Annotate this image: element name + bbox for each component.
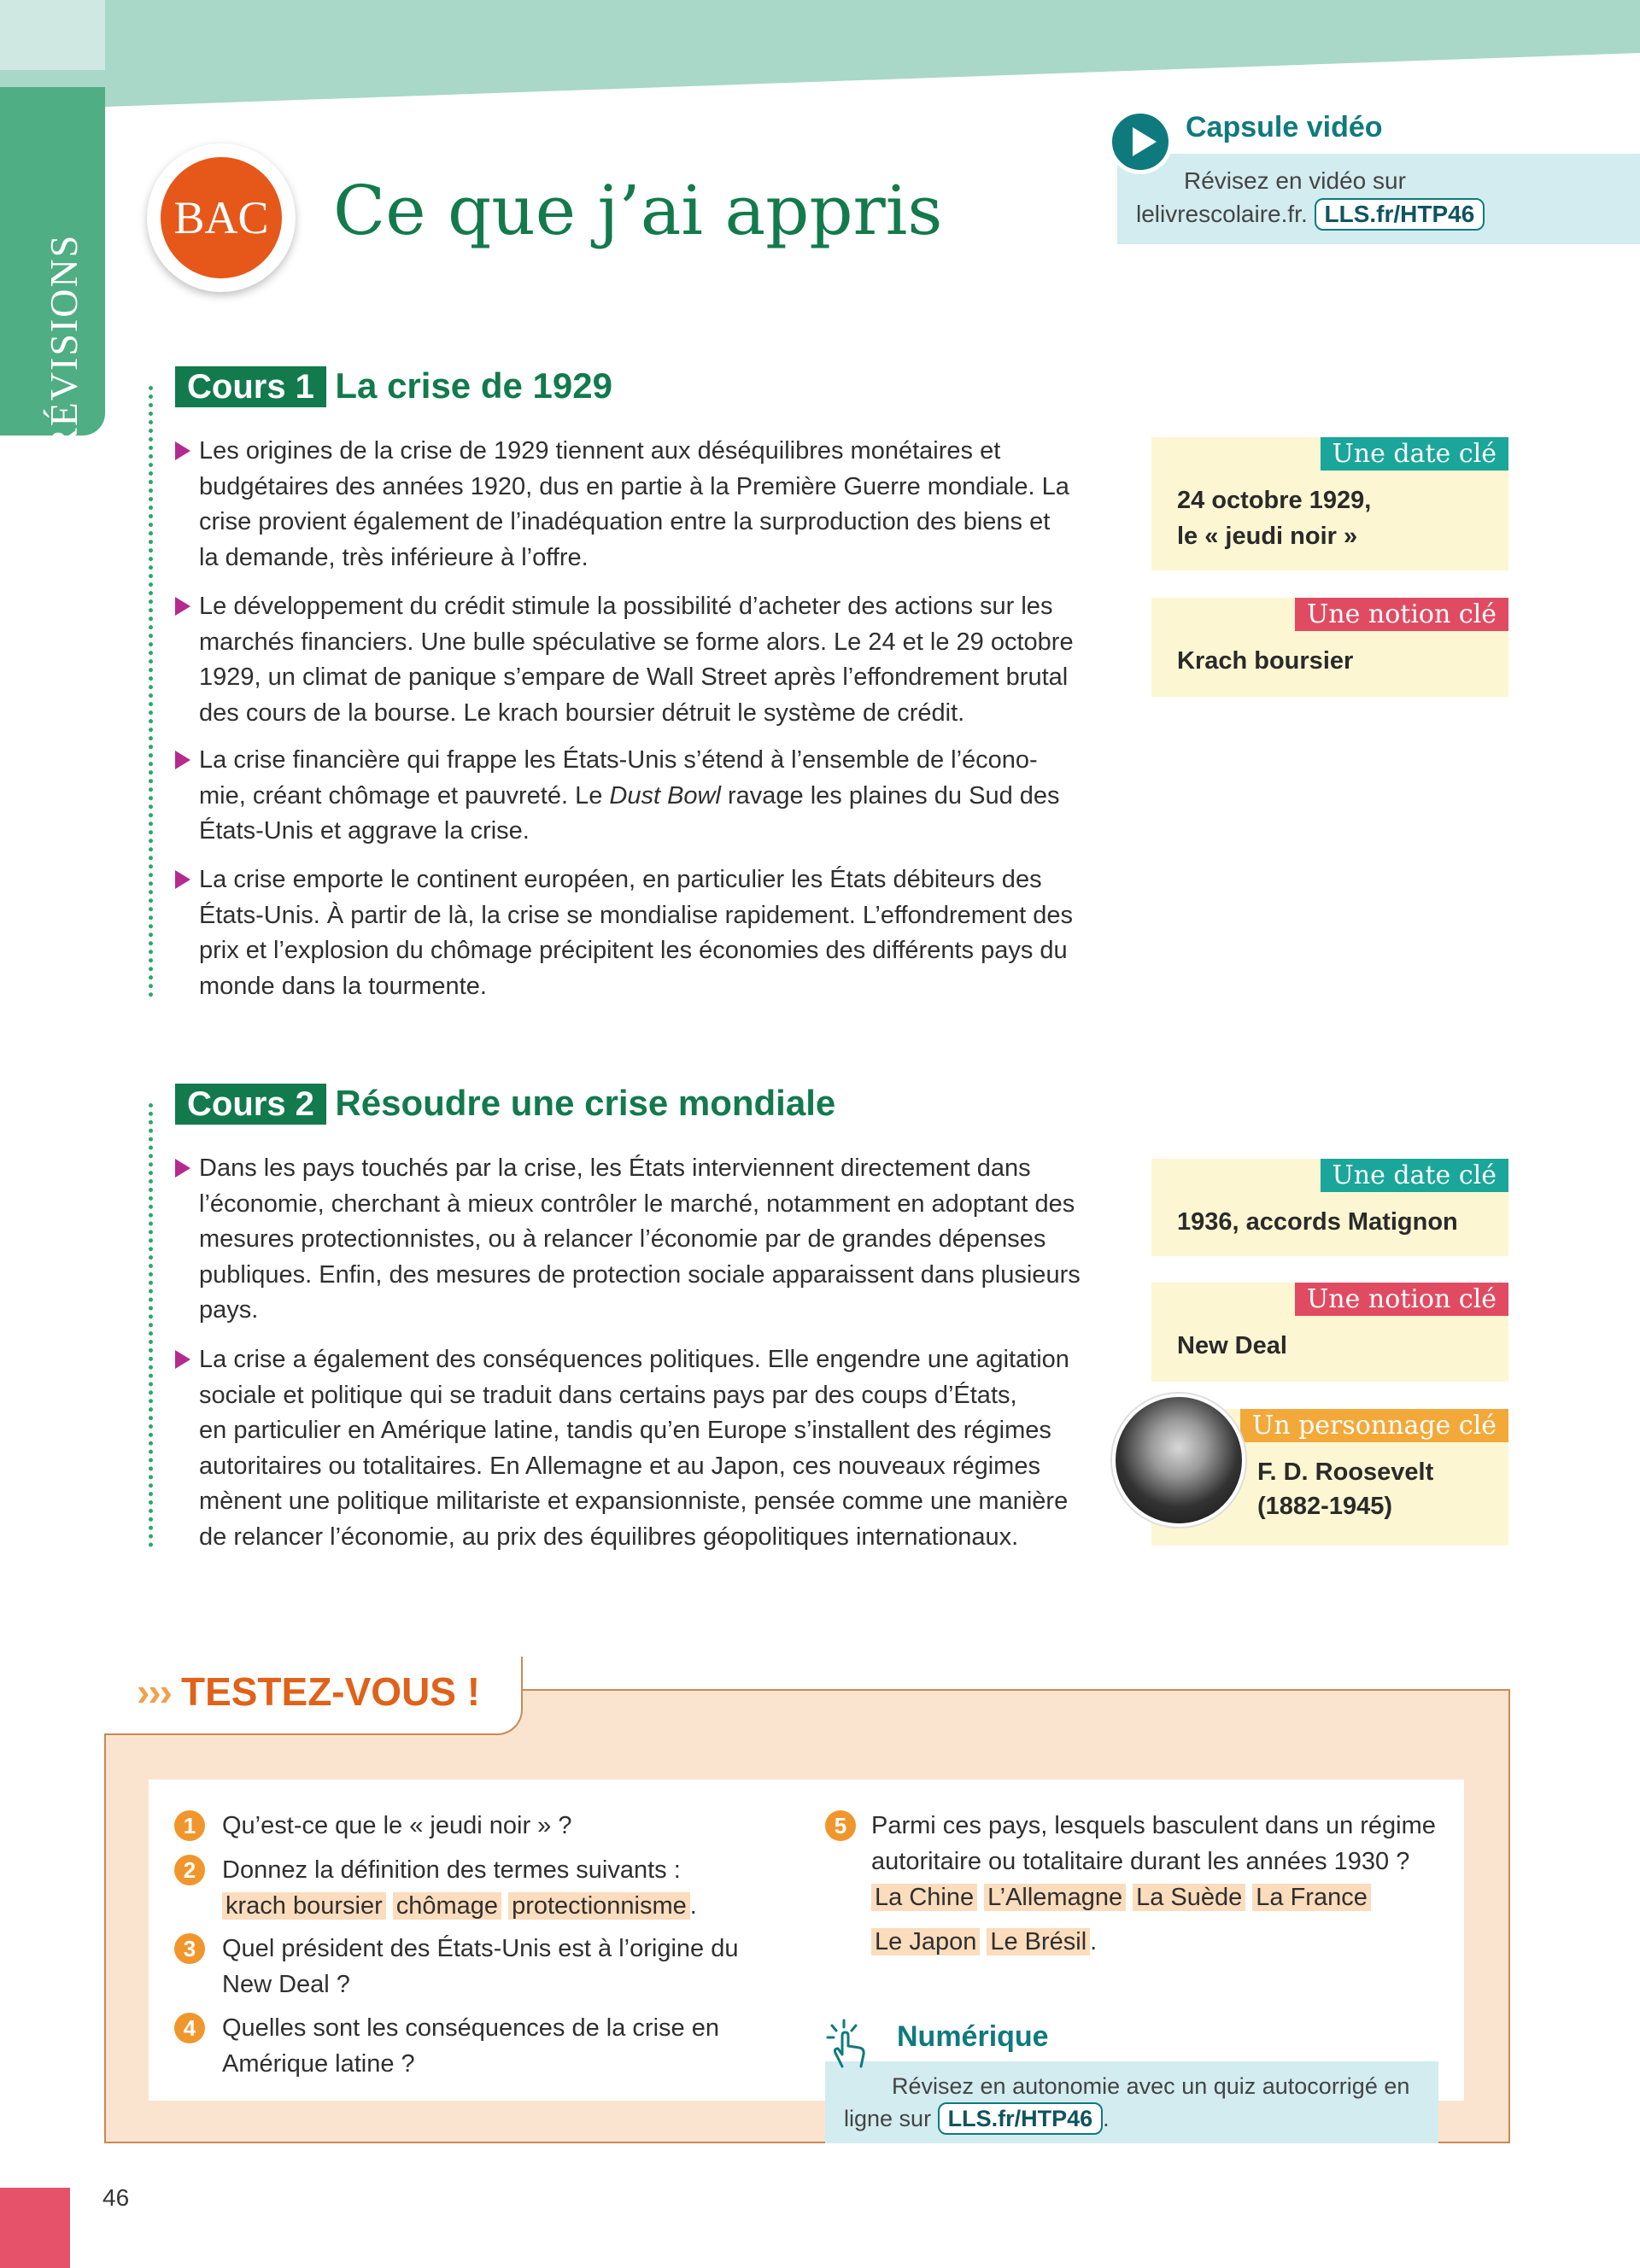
question-number: 1 <box>174 1810 205 1841</box>
cours2-dotted-line <box>149 1103 153 1547</box>
numerique-line2 <box>844 2102 1433 2135</box>
question-3-line2: New Deal ? <box>222 1971 350 1998</box>
cours1-badge: Cours 1 <box>175 366 326 407</box>
text-line: monde dans la tourmente. <box>199 972 487 1000</box>
question-2: Donnez la définition des termes suivants : <box>222 1856 681 1884</box>
key-date-text-2: le « jeudi noir » <box>1177 523 1358 550</box>
capsule-video-text: Révisez en vidéo sur <box>1184 167 1406 194</box>
text-line: pays. <box>199 1296 259 1324</box>
question-5-options-2 <box>871 1924 1097 1960</box>
cours2-paragraph-1 <box>175 1151 1082 1329</box>
key-date-tag-2: Une date clé <box>1321 1159 1508 1192</box>
question-3: Quel président des États-Unis est à l’origine du <box>222 1935 739 1962</box>
bullet-icon <box>175 597 190 616</box>
dust-bowl-term: Dust Bowl <box>609 781 721 810</box>
text-line: budgétaires des années 1920, dus en partie à la Première Guerre mondiale. La <box>199 472 1069 500</box>
cours1-paragraph-4 <box>175 862 1082 1004</box>
text-line: publiques. Enfin, des mesures de protection sociale apparaissent dans plusieurs <box>199 1260 1081 1289</box>
page-corner-mark <box>0 2188 70 2268</box>
key-person-name: F. D. Roosevelt <box>1257 1458 1434 1486</box>
cours1-heading <box>175 365 612 406</box>
bullet-icon <box>175 1159 190 1178</box>
bullet-icon <box>175 870 190 889</box>
cours2-title: Résoudre une crise mondiale <box>335 1083 836 1123</box>
cours1-dotted-line <box>149 386 153 997</box>
text-line: La crise emporte le continent européen, en particulier les États débiteurs des <box>199 866 1042 893</box>
cours1-paragraph-2 <box>175 589 1082 731</box>
capsule-video-title: Capsule vidéo <box>1186 111 1383 143</box>
cours2-badge: Cours 2 <box>175 1084 326 1125</box>
text-line: la demande, très inférieure à l’offre. <box>199 543 589 571</box>
capsule-video-link[interactable]: LLS.fr/HTP46 <box>1315 198 1485 231</box>
bullet-icon <box>175 751 190 769</box>
numerique-title: Numérique <box>897 2020 1049 2053</box>
numerique-line1: Révisez en autonomie avec un quiz autocorrigé en <box>892 2073 1410 2099</box>
option-chip: L’Allemagne <box>984 1884 1126 1911</box>
bullet-icon <box>175 1350 190 1369</box>
key-notion-tag-2: Une notion clé <box>1295 1283 1508 1316</box>
question-5-options <box>871 1879 1378 1915</box>
numerique-end: . <box>1103 2106 1110 2131</box>
page-number: 46 <box>102 2184 130 2211</box>
test-title <box>137 1669 480 1715</box>
section-tab-label: RÉVISIONS <box>42 233 85 454</box>
text-line: l’économie, cherchant à mieux contrôler le marché, notamment en adoptant des <box>199 1190 1075 1218</box>
key-notion-text-2: New Deal <box>1177 1332 1287 1359</box>
text-line: États-Unis. À partir de là, la crise se mondialise rapidement. L’effondrement des <box>199 901 1074 929</box>
bullet-icon <box>175 441 190 460</box>
numerique-line2-text: ligne sur <box>844 2106 932 2131</box>
text-line: La crise financière qui frappe les États-Unis s’étend à l’ensemble de l’écono- <box>199 746 1038 774</box>
key-notion-tag: Une notion clé <box>1295 598 1508 631</box>
roosevelt-portrait <box>1112 1394 1245 1527</box>
chevrons-icon: ››› <box>137 1669 171 1714</box>
cours2-paragraph-2 <box>175 1342 1082 1555</box>
option-chip: La Chine <box>871 1884 977 1911</box>
header-corner <box>0 0 105 70</box>
text-line: en particulier en Amérique latine, tandis qu’en Europe s’installent des régimes <box>199 1417 1051 1444</box>
text-line: des cours de la bourse. Le krach boursier détruit le système de crédit. <box>199 699 965 727</box>
text-line: Dans les pays touchés par la crise, les États interviennent directement dans <box>199 1154 1031 1182</box>
question-4-line2: Amérique latine ? <box>222 2050 415 2078</box>
text-line: mie, créant chômage et pauvreté. Le Dust Bowl ravage les plaines du Sud des <box>199 781 1060 810</box>
play-icon[interactable] <box>1108 109 1173 174</box>
header-band <box>0 0 1640 107</box>
bac-badge <box>147 143 296 292</box>
text-line: prix et l’explosion du chômage précipitent les économies des différents pays du <box>199 937 1068 964</box>
question-5: Parmi ces pays, lesquels basculent dans un régime <box>871 1812 1436 1839</box>
key-date-box-2 <box>1151 1159 1508 1256</box>
cours1-paragraph-3 <box>175 743 1082 850</box>
question-2-end: . <box>689 1892 697 1920</box>
question-5-line2: autoritaire ou totalitaire durant les années 1930 ? <box>871 1848 1410 1875</box>
key-date-text: 24 octobre 1929, <box>1177 487 1372 514</box>
text-line: crise provient également de l’inadéquation entre la surproduction des biens et <box>199 508 1051 535</box>
term-chip: krach boursier <box>222 1892 386 1920</box>
question-number: 2 <box>174 1855 205 1885</box>
key-person-tag: Un personnage clé <box>1240 1409 1508 1442</box>
text-line: 1929, un climat de panique s’empare de Wall Street après l’effondrement brutal <box>199 663 1069 691</box>
capsule-video-site: lelivrescolaire.fr. <box>1136 201 1308 227</box>
text-line: marchés financiers. Une bulle spéculative se forme alors. Le 24 et le 29 octobre <box>199 628 1074 656</box>
option-chip: La Suède <box>1133 1884 1245 1911</box>
question-1: Qu’est-ce que le « jeudi noir » ? <box>222 1812 572 1839</box>
text-line: mènent une politique militariste et expansionniste, pensée comme une manière <box>199 1488 1069 1515</box>
key-person-dates: (1882-1945) <box>1257 1493 1392 1520</box>
capsule-video-text-2 <box>1136 198 1485 231</box>
text-line: mesures protectionnistes, ou à relancer l’économie par de grandes dépenses <box>199 1225 1046 1253</box>
text-line: La crise a également des conséquences politiques. Elle engendre une agitation <box>199 1346 1069 1373</box>
term-chip: protectionnisme <box>508 1892 690 1920</box>
question-2-terms <box>222 1888 697 1924</box>
key-notion-box-2 <box>1151 1283 1508 1382</box>
cours1-paragraph-1 <box>175 434 1082 576</box>
question-number: 5 <box>825 1810 856 1841</box>
page-title: Ce que j’ai appris <box>333 171 943 250</box>
test-title-text: TESTEZ-VOUS ! <box>180 1669 481 1714</box>
term-chip: chômage <box>393 1892 501 1920</box>
key-date-box <box>1151 437 1508 570</box>
numerique-link[interactable]: LLS.fr/HTP46 <box>938 2102 1104 2135</box>
text-line: Les origines de la crise de 1929 tiennent aux déséquilibres monétaires et <box>199 437 1001 465</box>
text-line: États-Unis et aggrave la crise. <box>199 817 530 845</box>
key-notion-box <box>1151 598 1508 697</box>
key-date-text-3: 1936, accords Matignon <box>1177 1208 1458 1236</box>
question-number: 3 <box>174 1933 205 1964</box>
text-line: autoritaires ou totalitaires. En Allemagne et au Japon, ces nouveaux régimes <box>199 1452 1040 1480</box>
key-notion-text: Krach boursier <box>1177 647 1354 675</box>
question-4: Quelles sont les conséquences de la crise en <box>222 2014 719 2042</box>
cours2-heading <box>175 1083 835 1124</box>
text-line: de relancer l’économie, au prix des équilibres géopolitiques internationaux. <box>199 1523 1019 1551</box>
question-number: 4 <box>174 2013 205 2043</box>
section-tab <box>0 87 105 454</box>
bac-badge-label: BAC <box>157 154 285 282</box>
key-date-tag: Une date clé <box>1321 437 1508 471</box>
hand-tap-icon <box>820 2017 875 2072</box>
numerique-text <box>844 2070 1433 2135</box>
text-line: Le développement du crédit stimule la possibilité d’acheter des actions sur les <box>199 593 1053 620</box>
option-chip: Le Brésil <box>987 1928 1090 1955</box>
option-chip: Le Japon <box>871 1928 980 1955</box>
text-line: sociale et politique qui se traduit dans certains pays par des coups d’États, <box>199 1381 1017 1409</box>
question-5-end: . <box>1090 1928 1098 1955</box>
cours1-title: La crise de 1929 <box>335 365 612 406</box>
option-chip: La France <box>1252 1884 1371 1911</box>
